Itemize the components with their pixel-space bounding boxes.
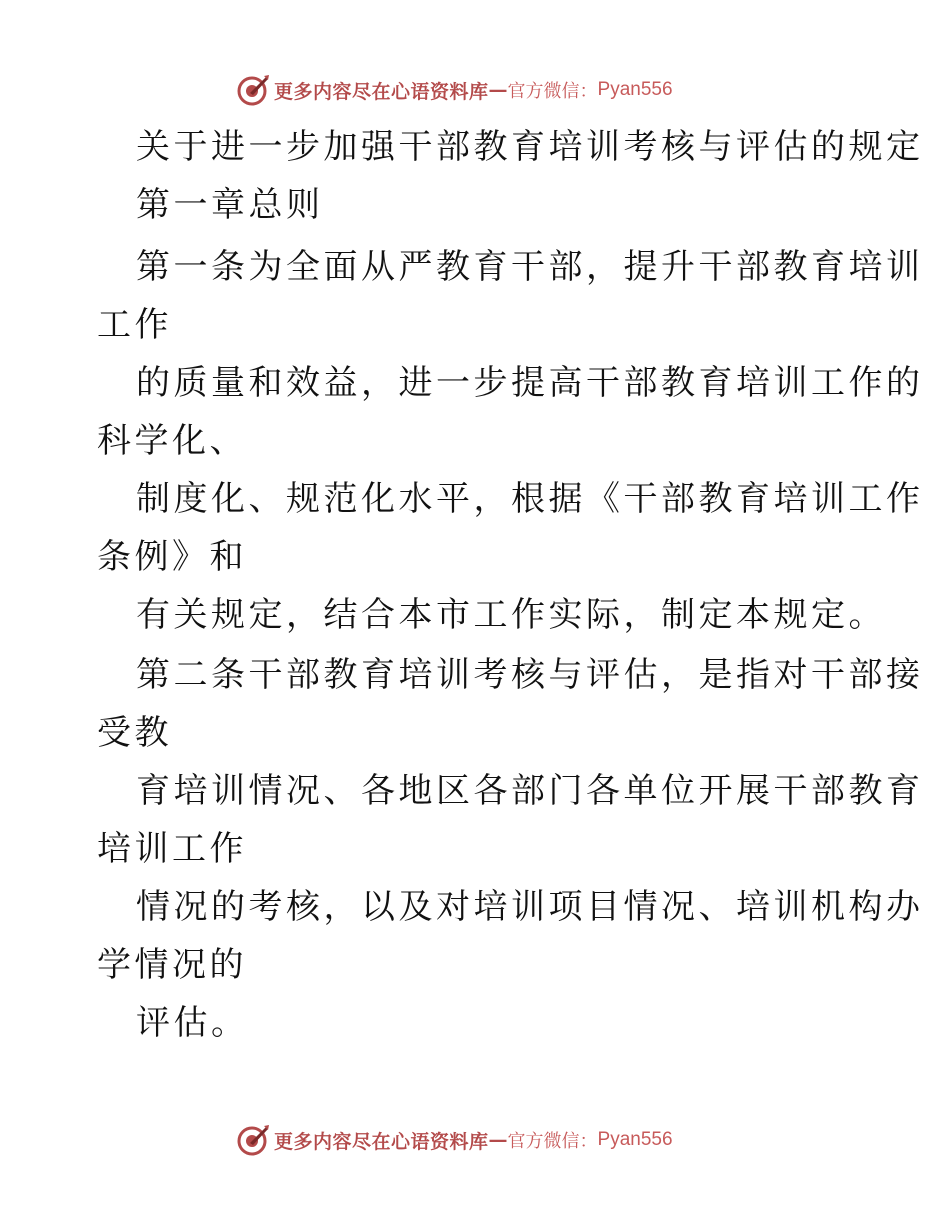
paragraph-line: 科学化、 bbox=[97, 421, 247, 461]
banner-wechat-label: 官方微信： bbox=[507, 81, 598, 102]
quill-seal-icon bbox=[236, 1123, 270, 1157]
paragraph-line: 受教 bbox=[97, 713, 172, 753]
banner-dash: — bbox=[488, 1129, 508, 1151]
banner-site-text: 更多内容尽在心语资料库 bbox=[274, 1130, 489, 1153]
paragraph-line: 培训工作 bbox=[97, 829, 247, 869]
chapter-heading: 第一章总则 bbox=[136, 185, 324, 225]
footer-banner bbox=[0, 1120, 950, 1160]
paragraph-line: 第一条为全面从严教育干部，提升干部教育培训 bbox=[136, 247, 924, 287]
paragraph-line: 评估。 bbox=[136, 1003, 249, 1043]
banner-site-text: 更多内容尽在心语资料库 bbox=[274, 80, 489, 103]
footer-banner-content bbox=[236, 1120, 673, 1160]
paragraph-line: 工作 bbox=[97, 305, 172, 345]
paragraph-line: 条例》和 bbox=[97, 537, 247, 577]
paragraph-line: 的质量和效益，进一步提高干部教育培训工作的 bbox=[136, 363, 924, 403]
quill-seal-icon bbox=[236, 73, 270, 107]
header-banner-content bbox=[236, 70, 673, 110]
paragraph-line: 有关规定，结合本市工作实际，制定本规定。 bbox=[136, 595, 886, 635]
paragraph-line: 情况的考核，以及对培训项目情况、培训机构办 bbox=[136, 887, 924, 927]
paragraph-line: 学情况的 bbox=[97, 945, 247, 985]
banner-wechat-id: Pyan556 bbox=[597, 79, 673, 100]
header-banner bbox=[0, 70, 950, 110]
banner-dash: — bbox=[488, 79, 508, 101]
paragraph-line: 第二条干部教育培训考核与评估，是指对干部接 bbox=[136, 655, 924, 695]
document-title: 关于进一步加强干部教育培训考核与评估的规定 bbox=[136, 127, 924, 167]
paragraph-line: 制度化、规范化水平，根据《干部教育培训工作 bbox=[136, 479, 924, 519]
paragraph-line: 育培训情况、各地区各部门各单位开展干部教育 bbox=[136, 771, 924, 811]
banner-wechat-id: Pyan556 bbox=[597, 1129, 673, 1150]
banner-wechat-label: 官方微信： bbox=[507, 1131, 598, 1152]
